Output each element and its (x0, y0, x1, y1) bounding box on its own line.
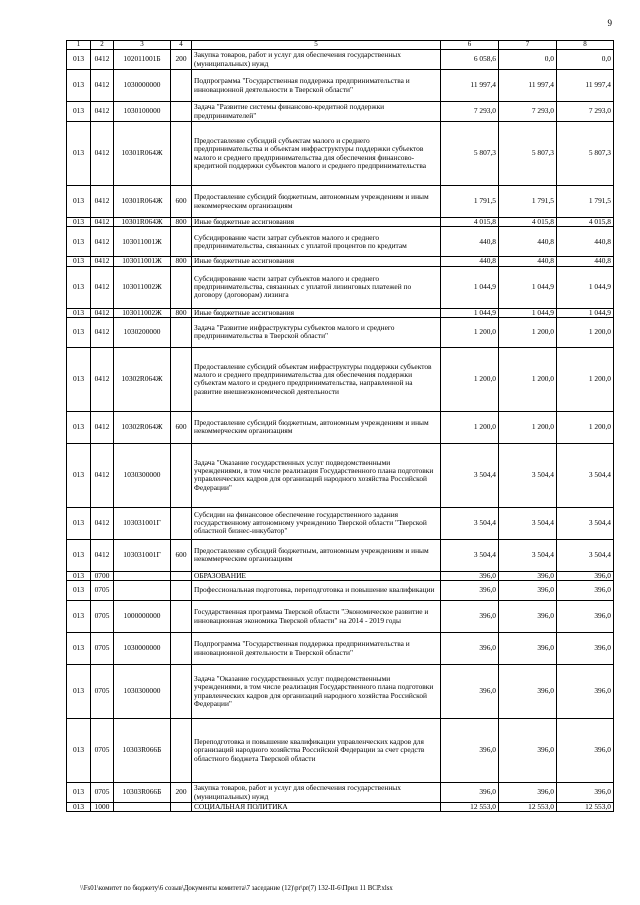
table-cell: 10301R064Ж (114, 186, 171, 218)
table-cell: 1030100000 (114, 102, 171, 122)
table-cell (171, 317, 192, 347)
table-cell: 0705 (91, 601, 114, 633)
table-cell (171, 507, 192, 539)
table-header-row (67, 41, 614, 50)
table-cell: 013 (67, 50, 91, 70)
table-row (67, 581, 614, 601)
table-cell: 10302R064Ж (114, 411, 171, 443)
table-cell: 396,0 (441, 783, 499, 803)
table-cell: 600 (171, 539, 192, 571)
table-cell: 396,0 (557, 783, 614, 803)
table-cell: 3 504,4 (499, 443, 557, 507)
table-cell: 3 504,4 (441, 443, 499, 507)
table-cell: 013 (67, 581, 91, 601)
table-cell: 0705 (91, 665, 114, 719)
table-cell (114, 571, 171, 580)
table-row (67, 539, 614, 571)
table-cell: 0412 (91, 70, 114, 102)
table-cell: 5 807,3 (499, 122, 557, 186)
table-cell: 0412 (91, 266, 114, 308)
column-header: 7 (499, 41, 557, 50)
column-header: 5 (192, 41, 441, 50)
table-cell: 10301R064Ж (114, 122, 171, 186)
table-cell: 440,8 (557, 257, 614, 266)
table-cell: 396,0 (441, 581, 499, 601)
table-cell: 200 (171, 50, 192, 70)
table-cell: Предоставление субсидий бюджетным, автономным учреждениям и иным некоммерческим организациям (192, 186, 441, 218)
table-cell: 440,8 (499, 227, 557, 257)
table-cell: 396,0 (557, 571, 614, 580)
table-cell (171, 803, 192, 812)
table-cell: 013 (67, 257, 91, 266)
table-cell: 1 200,0 (557, 317, 614, 347)
table-cell: 103011001Ж (114, 257, 171, 266)
table-cell: 200 (171, 783, 192, 803)
table-cell: Субсидирование части затрат субъектов малого и среднего предпринимательства, связанных с уплатой лизинговых платежей по договору (договорам) лизинга (192, 266, 441, 308)
table-cell: 0412 (91, 443, 114, 507)
table-cell: 0412 (91, 317, 114, 347)
table-cell: 600 (171, 411, 192, 443)
table-cell: 12 553,0 (499, 803, 557, 812)
table-cell: 0412 (91, 122, 114, 186)
table-row (67, 218, 614, 227)
table-cell: 1 044,9 (441, 308, 499, 317)
table-cell: 0705 (91, 581, 114, 601)
table-cell: 0412 (91, 102, 114, 122)
table-cell: 013 (67, 719, 91, 783)
table-row (67, 601, 614, 633)
table-cell: 1 200,0 (557, 347, 614, 411)
table-cell (114, 803, 171, 812)
table-cell: 013 (67, 803, 91, 812)
table-cell: 013 (67, 507, 91, 539)
table-cell (171, 70, 192, 102)
table-row (67, 257, 614, 266)
table-cell (171, 227, 192, 257)
table-cell: 0412 (91, 411, 114, 443)
table-cell: 11 997,4 (499, 70, 557, 102)
table-cell (171, 581, 192, 601)
table-cell: Предоставление субсидий бюджетным, автономным учреждениям и иным некоммерческим организациям (192, 411, 441, 443)
table-row (67, 102, 614, 122)
table-cell: Задача "Развитие инфраструктуры субъектов малого и среднего предпринимательства в Тверской области" (192, 317, 441, 347)
table-cell (171, 347, 192, 411)
table-cell: 440,8 (441, 257, 499, 266)
table-row (67, 719, 614, 783)
table-cell: Государственная программа Тверской области "Экономическое развитие и инновационная экономика Тверской области" на 2014 - 2019 годы (192, 601, 441, 633)
table-cell: 11 997,4 (441, 70, 499, 102)
table-cell: 0705 (91, 783, 114, 803)
table-cell: Подпрограмма "Государственная поддержка предпринимательства и инновационной деятельности в Тверской области" (192, 70, 441, 102)
table-cell: 1 044,9 (441, 266, 499, 308)
table-row (67, 507, 614, 539)
table-cell: 4 015,8 (441, 218, 499, 227)
table-cell: Предоставление субсидий бюджетным, автономным учреждениям и иным некоммерческим организациям (192, 539, 441, 571)
table-cell: 013 (67, 539, 91, 571)
table-cell: 396,0 (441, 601, 499, 633)
table-cell: 800 (171, 257, 192, 266)
table-cell (114, 581, 171, 601)
table-cell: 013 (67, 571, 91, 580)
table-cell: 11 997,4 (557, 70, 614, 102)
table-row (67, 443, 614, 507)
table-cell: 1000 (91, 803, 114, 812)
table-cell: 5 807,3 (557, 122, 614, 186)
table-cell: 1 044,9 (557, 266, 614, 308)
table-cell: 1030300000 (114, 665, 171, 719)
table-cell: 396,0 (441, 633, 499, 665)
table-cell: Иные бюджетные ассигнования (192, 308, 441, 317)
table-cell (171, 601, 192, 633)
table-cell: 013 (67, 411, 91, 443)
table-cell (171, 665, 192, 719)
table-cell: 013 (67, 783, 91, 803)
table-cell: 103031001Г (114, 507, 171, 539)
table-row (67, 411, 614, 443)
table-cell: 0412 (91, 257, 114, 266)
column-header: 6 (441, 41, 499, 50)
table-row (67, 70, 614, 102)
table-cell: Иные бюджетные ассигнования (192, 218, 441, 227)
table-cell: 1030000000 (114, 70, 171, 102)
table-cell: 013 (67, 317, 91, 347)
table-cell: 0,0 (499, 50, 557, 70)
table-cell: 3 504,4 (499, 539, 557, 571)
table-cell: Задача "Оказание государственных услуг подведомственными учреждениями, в том числе реализация Государственного плана подготовки управленческих кадров для организаций народного хозяйства Российской Федерации" (192, 443, 441, 507)
table-cell: 3 504,4 (441, 539, 499, 571)
table-cell: 3 504,4 (557, 539, 614, 571)
table-cell: 1 044,9 (557, 308, 614, 317)
table-cell: 0705 (91, 633, 114, 665)
table-cell: Предоставление субсидий субъектам малого и среднего предпринимательства и объектам инфраструктуры поддержки субъектов малого и среднего предпринимательства для обеспечения финансово-кредитной поддержки субъектов малого и среднего предпринимательства (192, 122, 441, 186)
table-cell: 800 (171, 218, 192, 227)
table-cell (171, 102, 192, 122)
table-cell: 1 791,5 (557, 186, 614, 218)
table-cell: 600 (171, 186, 192, 218)
table-cell: 3 504,4 (557, 443, 614, 507)
table-cell: 0412 (91, 347, 114, 411)
table-cell: 013 (67, 70, 91, 102)
table-cell: 1 791,5 (499, 186, 557, 218)
table-cell: 1 791,5 (441, 186, 499, 218)
table-cell: 3 504,4 (441, 507, 499, 539)
table-cell: 0412 (91, 507, 114, 539)
table-cell: 396,0 (499, 719, 557, 783)
table-cell: 1 044,9 (499, 308, 557, 317)
table-cell: Предоставление субсидий объектам инфраструктуры поддержки субъектов малого и среднего предпринимательства для обеспечения поддержки субъектам малого и среднего предпринимательства, направленной на развитие внешнеэкономической деятельности (192, 347, 441, 411)
table-cell: 396,0 (499, 633, 557, 665)
table-cell: 0412 (91, 227, 114, 257)
table-cell: 013 (67, 266, 91, 308)
table-cell: 12 553,0 (441, 803, 499, 812)
table-cell: 396,0 (557, 633, 614, 665)
table-cell: 10301R064Ж (114, 218, 171, 227)
table-cell: СОЦИАЛЬНАЯ ПОЛИТИКА (192, 803, 441, 812)
table-row (67, 317, 614, 347)
table-cell: 396,0 (499, 783, 557, 803)
table-cell: 1 200,0 (499, 317, 557, 347)
file-path-footer: \\Fs01\комитет по бюджету\6 созыв\Документы комитета\7 заседание (12)\pr\pr(7) 132-II-6\Прил 11 ВСР.xlsx (80, 885, 393, 892)
table-cell: 1 200,0 (441, 347, 499, 411)
table-cell: 396,0 (441, 571, 499, 580)
table-cell: Задача "Развитие системы финансово-кредитной поддержки предпринимателей" (192, 102, 441, 122)
table-cell: 440,8 (499, 257, 557, 266)
table-row (67, 783, 614, 803)
table-cell: 396,0 (441, 665, 499, 719)
table-cell (171, 266, 192, 308)
table-row (67, 633, 614, 665)
table-cell: 103011002Ж (114, 308, 171, 317)
table-cell: 12 553,0 (557, 803, 614, 812)
table-cell: 1 044,9 (499, 266, 557, 308)
table-cell: Иные бюджетные ассигнования (192, 257, 441, 266)
table-row (67, 665, 614, 719)
table-cell: 396,0 (557, 719, 614, 783)
table-cell: 013 (67, 633, 91, 665)
table-cell: Субсидии на финансовое обеспечение государственного задания государственному автономному учреждению Тверской области "Тверской областной бизнес-инкубатор" (192, 507, 441, 539)
table-cell (171, 571, 192, 580)
table-cell: 4 015,8 (499, 218, 557, 227)
table-cell: 5 807,3 (441, 122, 499, 186)
table-cell (171, 719, 192, 783)
table-row (67, 186, 614, 218)
table-cell: 0705 (91, 719, 114, 783)
table-cell: Профессиональная подготовка, переподготовка и повышение квалификации (192, 581, 441, 601)
table-cell: 440,8 (441, 227, 499, 257)
table-cell: Закупка товаров, работ и услуг для обеспечения государственных (муниципальных) нужд (192, 783, 441, 803)
table-cell: 10303R066Б (114, 719, 171, 783)
table-cell: 396,0 (499, 601, 557, 633)
table-cell: 103031001Г (114, 539, 171, 571)
column-header: 1 (67, 41, 91, 50)
table-cell: 1 200,0 (441, 411, 499, 443)
table-cell: 0412 (91, 539, 114, 571)
table-cell: 1 200,0 (557, 411, 614, 443)
table-row (67, 347, 614, 411)
table-cell: 800 (171, 308, 192, 317)
column-header: 8 (557, 41, 614, 50)
table-cell: 440,8 (557, 227, 614, 257)
table-cell: 013 (67, 102, 91, 122)
table-cell (171, 443, 192, 507)
table-row (67, 308, 614, 317)
table-cell: 0700 (91, 571, 114, 580)
budget-table (66, 40, 614, 812)
table-cell: Подпрограмма "Государственная поддержка предпринимательства и инновационной деятельности в Тверской области" (192, 633, 441, 665)
column-header: 2 (91, 41, 114, 50)
table-cell: 396,0 (557, 665, 614, 719)
table-cell: 013 (67, 601, 91, 633)
table-cell: Закупка товаров, работ и услуг для обеспечения государственных (муниципальных) нужд (192, 50, 441, 70)
table-cell: 013 (67, 347, 91, 411)
table-cell: 013 (67, 443, 91, 507)
table-cell: 4 015,8 (557, 218, 614, 227)
table-cell: 1000000000 (114, 601, 171, 633)
table-cell: 013 (67, 122, 91, 186)
column-header: 3 (114, 41, 171, 50)
table-cell: 013 (67, 308, 91, 317)
table-cell: Субсидирование части затрат субъектов малого и среднего предпринимательства, связанных с уплатой процентов по кредитам (192, 227, 441, 257)
table-cell: 0412 (91, 50, 114, 70)
table-cell: 103011002Ж (114, 266, 171, 308)
table-cell: 7 293,0 (441, 102, 499, 122)
table-cell: 0412 (91, 308, 114, 317)
table-cell: 0412 (91, 218, 114, 227)
table-cell: 013 (67, 218, 91, 227)
table-cell: 1 200,0 (499, 411, 557, 443)
table-cell: 7 293,0 (499, 102, 557, 122)
table-cell: 396,0 (499, 665, 557, 719)
table-cell: 10303R066Б (114, 783, 171, 803)
table-cell: 7 293,0 (557, 102, 614, 122)
table-cell: 3 504,4 (499, 507, 557, 539)
table-cell: 1 200,0 (441, 317, 499, 347)
table-cell: 013 (67, 186, 91, 218)
table-cell: 103011001Ж (114, 227, 171, 257)
table-cell: 1 200,0 (499, 347, 557, 411)
table-cell: 013 (67, 227, 91, 257)
table-cell (171, 633, 192, 665)
table-cell: 396,0 (499, 571, 557, 580)
page-number: 9 (607, 18, 612, 28)
table-row (67, 571, 614, 580)
table-row (67, 227, 614, 257)
table-cell: 396,0 (557, 581, 614, 601)
table-cell: 0412 (91, 186, 114, 218)
table-cell: 102011001Б (114, 50, 171, 70)
table-cell: 1030300000 (114, 443, 171, 507)
table-cell: 0,0 (557, 50, 614, 70)
table-cell: 1030000000 (114, 633, 171, 665)
table-row (67, 266, 614, 308)
table-cell: Переподготовка и повышение квалификации управленческих кадров для организаций народного хозяйства Российской Федерации за счет средств областного бюджета Тверской области (192, 719, 441, 783)
table-cell: 6 058,6 (441, 50, 499, 70)
table-cell: 013 (67, 665, 91, 719)
table-cell: ОБРАЗОВАНИЕ (192, 571, 441, 580)
table-cell (171, 122, 192, 186)
table-cell: 10302R064Ж (114, 347, 171, 411)
table-cell: 396,0 (557, 601, 614, 633)
column-header: 4 (171, 41, 192, 50)
table-cell: 3 504,4 (557, 507, 614, 539)
table-row (67, 803, 614, 812)
table-row (67, 122, 614, 186)
table-cell: Задача "Оказание государственных услуг подведомственными учреждениями, в том числе реализация Государственного плана подготовки управленческих кадров для организаций народного хозяйства Российской Федерации" (192, 665, 441, 719)
table-cell: 396,0 (441, 719, 499, 783)
table-cell: 396,0 (499, 581, 557, 601)
table-cell: 1030200000 (114, 317, 171, 347)
table-row (67, 50, 614, 70)
